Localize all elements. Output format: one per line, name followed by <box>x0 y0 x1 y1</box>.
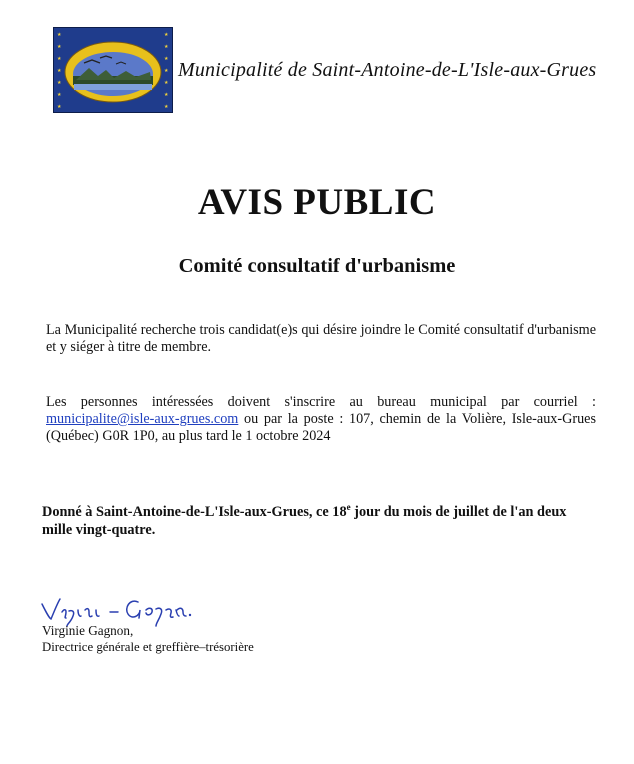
svg-text:★: ★ <box>57 80 62 86</box>
paragraph-recruitment: La Municipalité recherche trois candidat(e)s qui désire joindre le Comité consultatif d'urbanisme et y siéger à titre de membre. <box>46 322 596 355</box>
svg-text:★: ★ <box>57 68 62 74</box>
given-at-statement <box>42 498 597 539</box>
svg-text:★: ★ <box>57 44 62 50</box>
svg-text:★: ★ <box>164 44 169 50</box>
signatory-name: Virginie Gagnon, <box>42 623 134 638</box>
municipal-logo <box>53 27 173 113</box>
ordinal-suffix: e <box>346 502 351 512</box>
svg-text:★: ★ <box>57 32 62 38</box>
signatory-title: Directrice générale et greffière–trésorière <box>42 640 254 654</box>
svg-text:★: ★ <box>57 56 62 62</box>
paragraph-registration <box>46 394 596 445</box>
svg-text:★: ★ <box>164 68 169 74</box>
page-title: AVIS PUBLIC <box>197 182 437 223</box>
municipality-name: Municipalité de Saint-Antoine-de-L'Isle-aux-Grues <box>178 59 597 81</box>
svg-text:★: ★ <box>164 104 169 110</box>
svg-text:★: ★ <box>57 92 62 98</box>
logo-emblem-icon <box>54 28 172 112</box>
svg-text:★: ★ <box>164 56 169 62</box>
svg-text:★: ★ <box>164 92 169 98</box>
registration-text-end: ou par la poste : 107, chemin de la Volière, Isle-aux-Grues (Québec) G0R 1P0, au plus tard le 1 octobre 2024 <box>46 411 596 444</box>
notice-subtitle: Comité consultatif d'urbanisme <box>178 255 456 277</box>
given-text-start: Donné à Saint-Antoine-de-L'Isle-aux-Grues, ce 18 <box>42 503 347 520</box>
svg-text:★: ★ <box>57 104 62 110</box>
svg-text:★: ★ <box>164 32 169 38</box>
registration-text-start: Les personnes intéressées doivent s'inscrire au bureau municipal par courriel : <box>46 394 596 410</box>
given-text-end: jour du mois de juillet de l'an deux mille vingt-quatre. <box>42 503 567 538</box>
svg-text:★: ★ <box>164 80 169 86</box>
email-link[interactable]: municipalite@isle-aux-grues.com <box>46 411 239 427</box>
